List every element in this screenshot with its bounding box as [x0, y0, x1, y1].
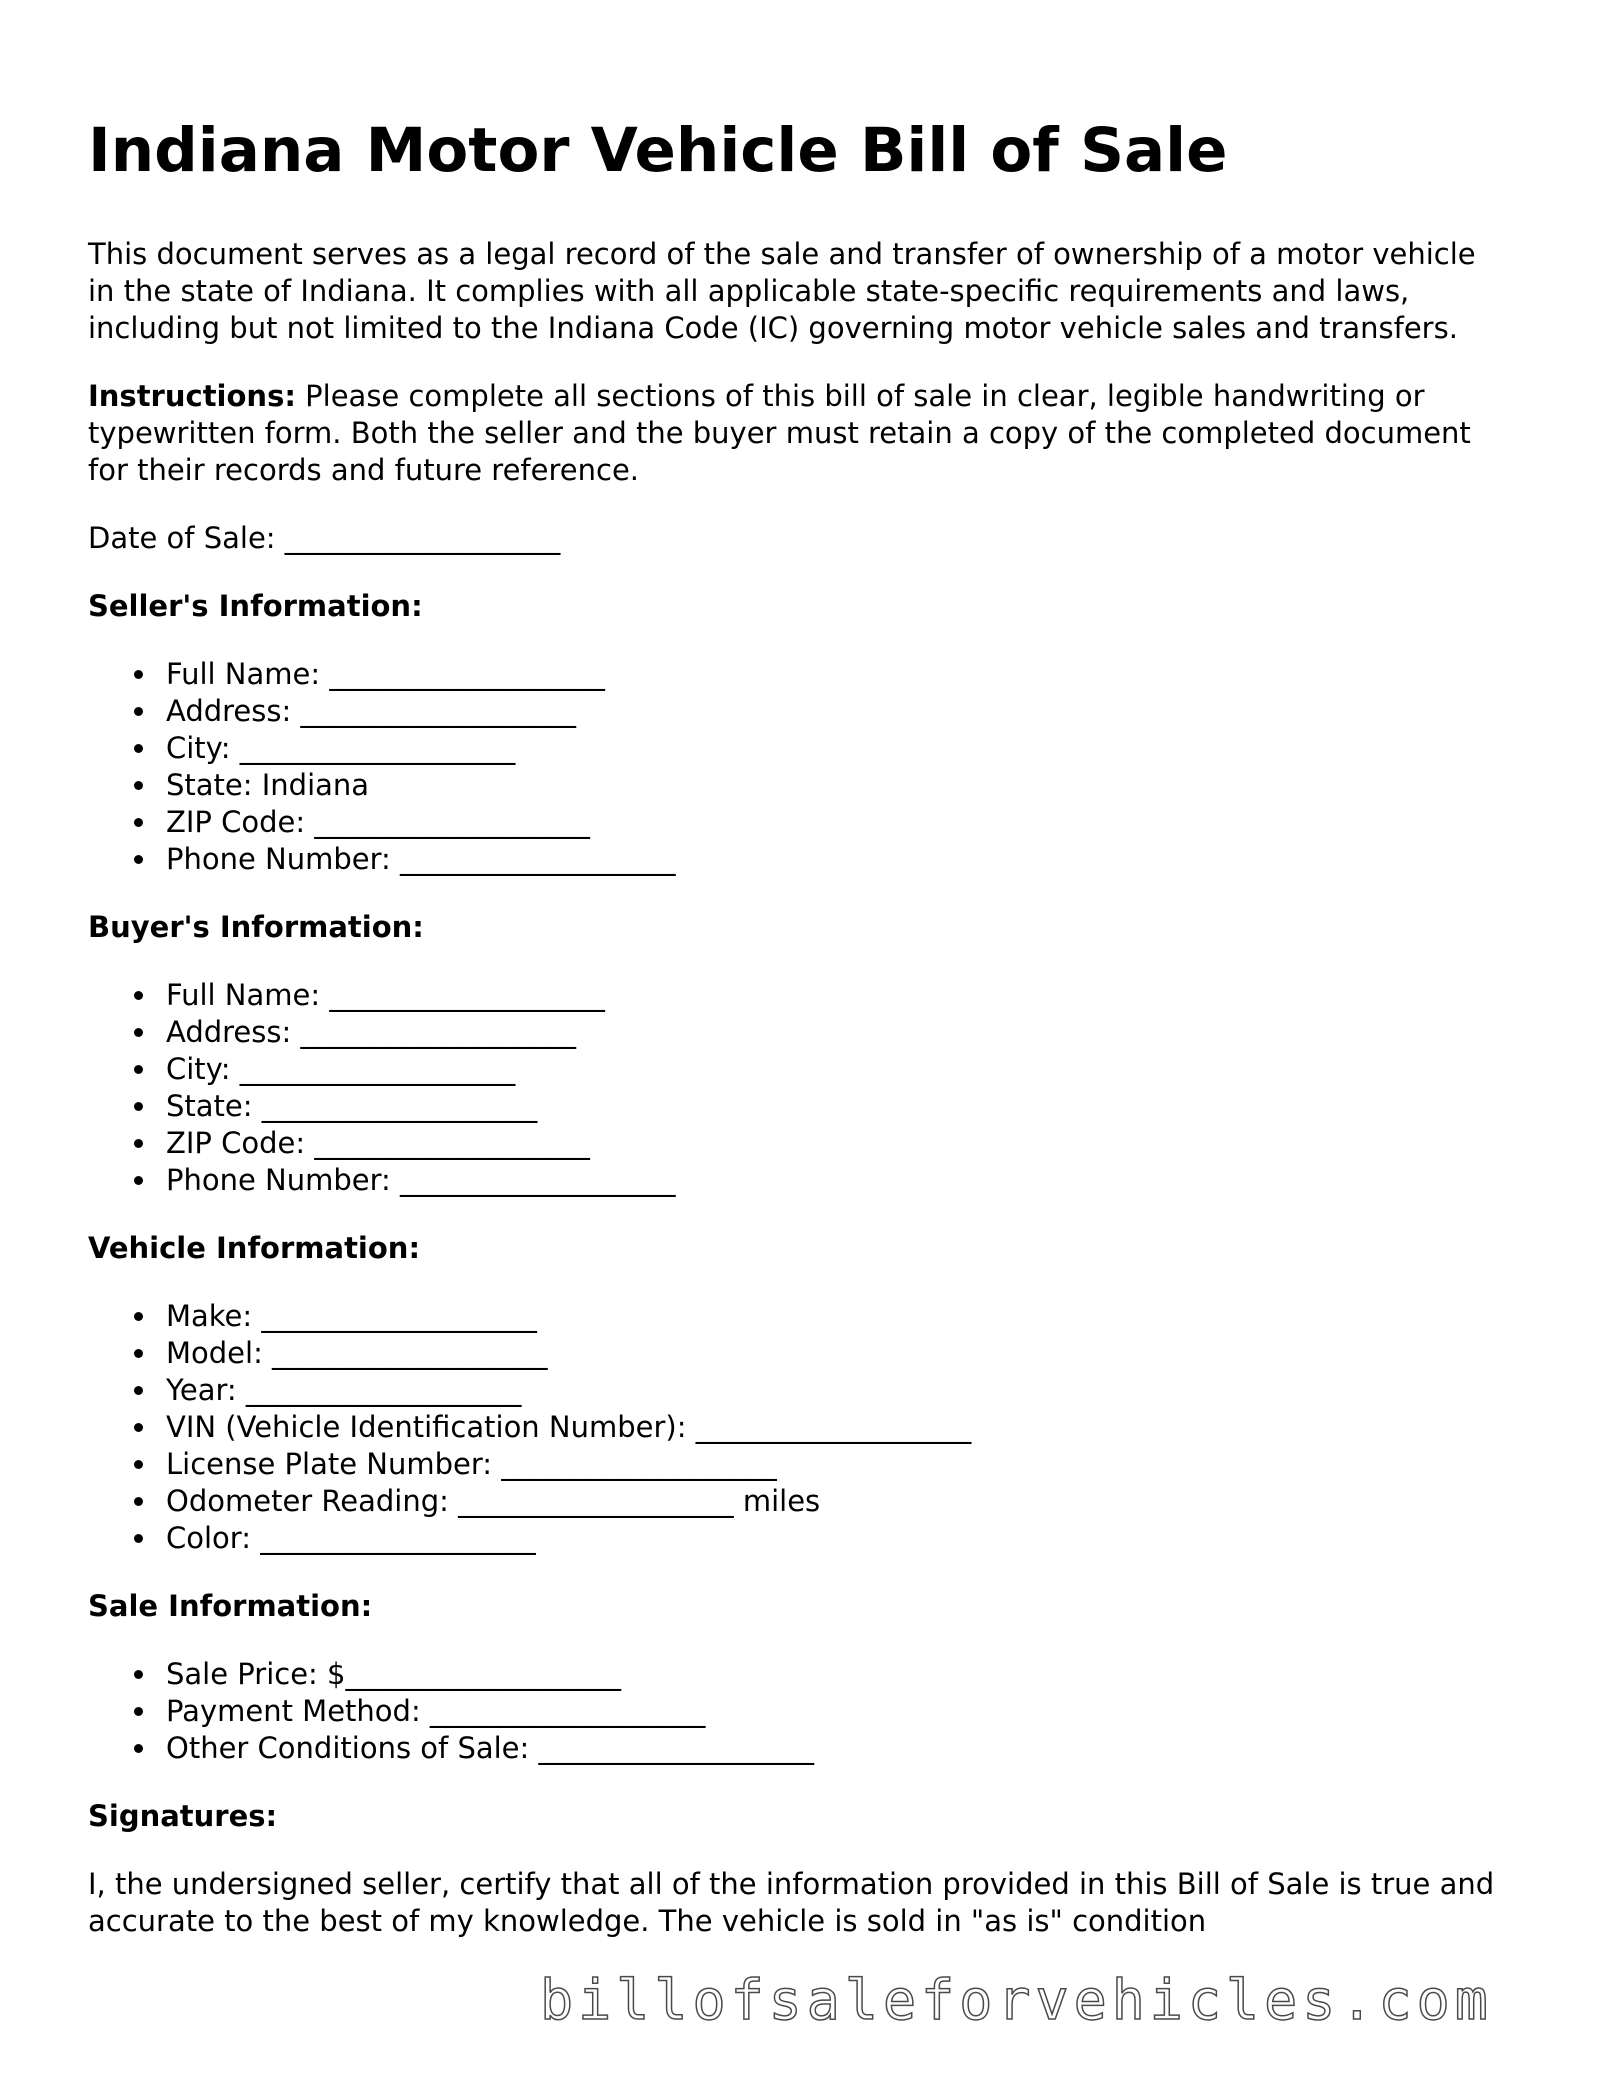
sale-section-heading: Sale Information:: [88, 1589, 373, 1623]
vehicle-make-field[interactable]: Make: ___________________: [88, 1298, 1508, 1335]
buyer-zip-field[interactable]: ZIP Code: ___________________: [88, 1125, 1508, 1162]
buyer-full-name-field[interactable]: Full Name: ___________________: [88, 977, 1508, 1014]
vehicle-model-field[interactable]: Model: ___________________: [88, 1335, 1508, 1372]
seller-full-name-field[interactable]: Full Name: ___________________: [88, 656, 1508, 693]
seller-info-list: [88, 656, 1508, 878]
vehicle-info-list: [88, 1298, 1508, 1557]
seller-address-field[interactable]: Address: ___________________: [88, 693, 1508, 730]
vehicle-vin-field[interactable]: VIN (Vehicle Identification Number): ___________________: [88, 1409, 1508, 1446]
seller-city-field[interactable]: City: ___________________: [88, 730, 1508, 767]
vehicle-odometer-field[interactable]: Odometer Reading: ___________________ miles: [88, 1483, 1508, 1520]
vehicle-color-field[interactable]: Color: ___________________: [88, 1520, 1508, 1557]
buyer-city-field[interactable]: City: ___________________: [88, 1051, 1508, 1088]
seller-phone-field[interactable]: Phone Number: ___________________: [88, 841, 1508, 878]
vehicle-year-field[interactable]: Year: ___________________: [88, 1372, 1508, 1409]
date-of-sale-field[interactable]: Date of Sale: ___________________: [88, 521, 561, 555]
buyer-state-field[interactable]: State: ___________________: [88, 1088, 1508, 1125]
signatures-section-heading: Signatures:: [88, 1799, 278, 1833]
buyer-phone-field[interactable]: Phone Number: ___________________: [88, 1162, 1508, 1199]
vehicle-section-heading: Vehicle Information:: [88, 1231, 421, 1265]
sale-info-list: [88, 1656, 1508, 1767]
buyer-address-field[interactable]: Address: ___________________: [88, 1014, 1508, 1051]
instructions-label: Instructions:: [88, 379, 296, 413]
instructions-text: Please complete all sections of this bill of sale in clear, legible handwriting or typewritten form. Both the seller and the buyer must retain a copy of the completed document for their records and future reference.: [88, 379, 1471, 487]
sale-price-field[interactable]: Sale Price: $___________________: [88, 1656, 1508, 1693]
payment-method-field[interactable]: Payment Method: ___________________: [88, 1693, 1508, 1730]
document-title: Indiana Motor Vehicle Bill of Sale: [88, 115, 1228, 186]
seller-certification-paragraph: I, the undersigned seller, certify that all of the information provided in this Bill of Sale is true and accurate to the best of my knowledge. The vehicle is sold in "as is" condition: [88, 1867, 1495, 1938]
intro-paragraph: This document serves as a legal record of the sale and transfer of ownership of a motor vehicle in the state of Indiana. It complies with all applicable state-specific requirements and laws, including but not limited to the Indiana Code (IC) governing motor vehicle sales and transfers.: [88, 237, 1476, 345]
site-watermark: billofsaleforvehicles.com: [540, 1968, 1493, 2032]
seller-zip-field[interactable]: ZIP Code: ___________________: [88, 804, 1508, 841]
instructions-paragraph: [88, 378, 1508, 489]
buyer-section-heading: Buyer's Information:: [88, 910, 424, 944]
seller-state-field: State: Indiana: [88, 767, 1508, 804]
buyer-info-list: [88, 977, 1508, 1199]
other-conditions-field[interactable]: Other Conditions of Sale: ___________________: [88, 1730, 1508, 1767]
document-page: [88, 108, 1508, 1971]
vehicle-plate-field[interactable]: License Plate Number: ___________________: [88, 1446, 1508, 1483]
seller-section-heading: Seller's Information:: [88, 589, 423, 623]
